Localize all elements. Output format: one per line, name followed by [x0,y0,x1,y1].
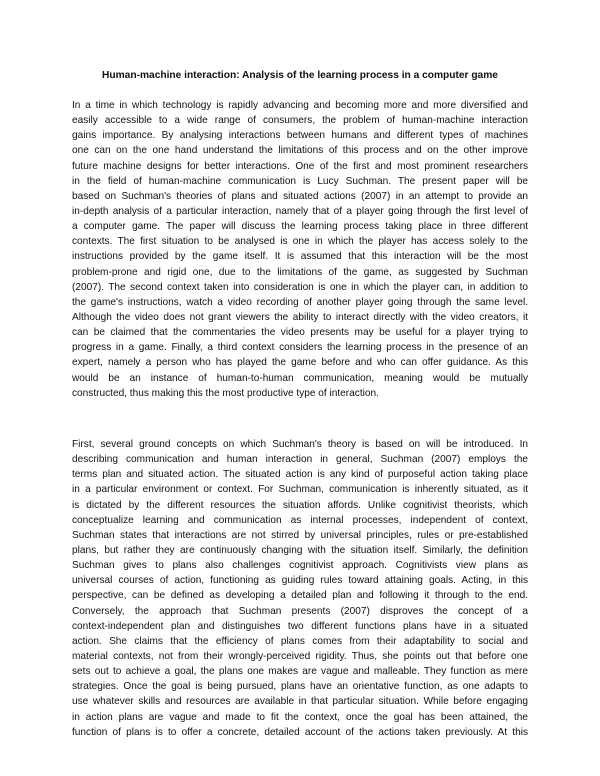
text-line: Suchman gives to plans also challenges cognitivist approach. Cognitivists view plans as [72,560,528,572]
text-line: universal courses of action, functioning as guiding rules toward attaining goals. Acting, in this [72,575,528,587]
document-title: Human-machine interaction: Analysis of the learning process in a computer game [102,70,498,81]
text-line: easily accessible to a wide range of consumers, the problem of human-machine interaction [72,115,528,127]
text-line: material contexts, not from their wrongly-perceived rigidity. Thus, she points out that before one [72,650,528,662]
text-line: constructed, thus making this the most productive type of interaction. [72,387,379,399]
text-line: terms plan and situated action. The situated action is any kind of purposeful action taking place [72,469,528,481]
text-line: in action plans are vague and made to fit the context, once the goal has been attained, the [72,711,528,723]
text-line: in-depth analysis of a particular interaction, namely that of a player going through the first level of [72,205,528,217]
text-line: problem-prone and rigid one, due to the limitations of the game, as suggested by Suchman [72,266,528,278]
text-line: in the field of human-machine communication is Lucy Suchman. The present paper will be [72,175,528,187]
text-line: In a time in which technology is rapidly advancing and becoming more and more diversified and [72,100,528,111]
text-line: Suchman states that interactions are not stirred by universal principles, rules or pre-established [72,529,528,541]
text-line: use whatever skills and resources are available in that particular situation. While before engaging [72,696,528,708]
text-line: perspective, can be defined as developing a detailed plan and following it through to the end. [72,590,528,602]
text-line: progress in a game. Finally, a third context considers the learning process in the presence of an [72,342,528,354]
text-line: would be an instance of human-to-human communication, meaning would be mutually [72,372,528,384]
text-line: the game's instructions, watch a video recording of another player going through the same level. [72,296,528,308]
text-line: conceptualize learning and communication as internal processes, independent of context, [72,514,528,526]
text-line: one can on the one hand understand the limitations of this process and on the other improve [72,145,528,157]
text-line: context-independent plan and distinguishes two different functions plans have in a situated [72,620,528,632]
text-line: action. She claims that the efficiency of plans comes from their adaptability to social and [72,635,528,647]
text-line: strategies. Once the goal is being pursued, plans have an orientative function, as one adapts to [72,681,528,693]
text-line: describing communication and human interaction in general, Suchman (2007) employs the [72,454,528,466]
text-line: expert, namely a person who has played the game before and who can offer guidance. As this [72,357,528,369]
text-line: gains importance. By analysing interactions between humans and different types of machines [72,130,528,142]
text-line: First, several ground concepts on which Suchman's theory is based on will be introduced. In [72,439,528,450]
text-line: Conversely, the approach that Suchman presents (2007) disproves the concept of a [72,605,528,617]
text-line: is dictated by the different resources the situation affords. Unlike cognitivist theorists, which [72,499,528,511]
text-line: instructions provided by the game itself. It is assumed that this interaction will be the most [72,251,528,263]
text-line: (2007). The second context taken into consideration is one in which the player can, in addition to [72,281,528,293]
text-line: sets out to achieve a goal, the plans one makes are vague and malleable. They function as mere [72,666,528,678]
text-line: contexts. The first situation to be analysed is one in which the player has access solely to the [72,236,528,248]
text-line: in a particular environment or context. For Suchman, communication is inherently situated, as it [72,484,528,496]
text-line: plans, but rather they are continuously changing with the situation itself. Similarly, the definition [72,544,528,556]
text-line: can be claimed that the commentaries the video presents may be useful for a player trying to [72,327,528,339]
text-line: function of plans is to offer a concrete, detailed account of the actions taken previously. At this [72,726,528,738]
text-line: a computer game. The paper will discuss the learning process taking place in three different [72,221,528,233]
text-line: Although the video does not grant viewers the ability to interact directly with the video creators, it [72,311,528,323]
paragraph-concepts [72,437,528,740]
text-line: future machine designs for better interactions. One of the first and most prominent researchers [72,160,528,172]
paragraph-introduction [72,98,528,401]
text-line: based on Suchman's theories of plans and situated actions (2007) in an attempt to provide an [72,190,528,202]
